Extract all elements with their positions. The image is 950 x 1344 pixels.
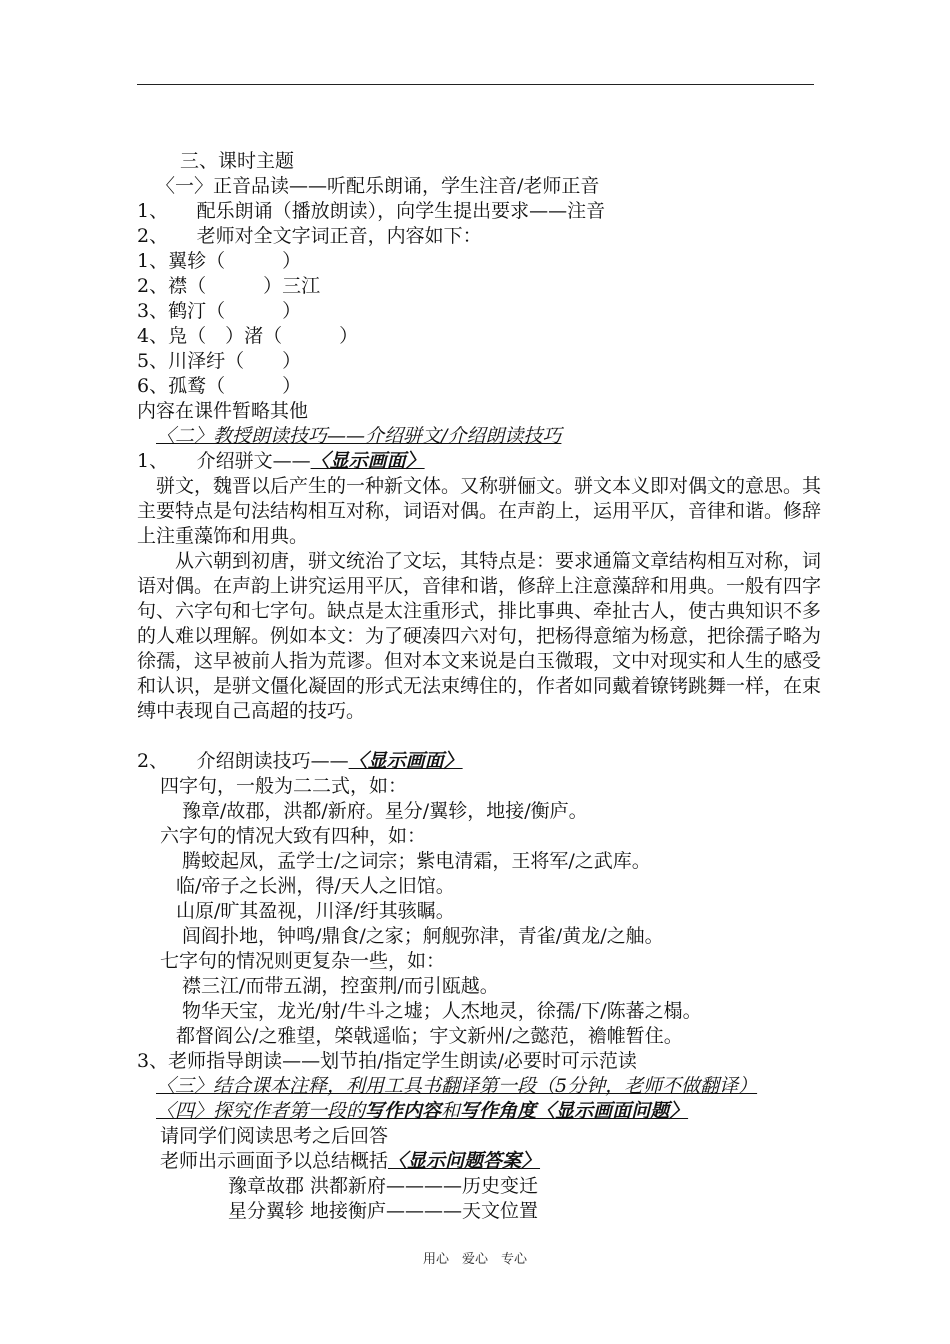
example-text: 山原/旷其盈视，川泽/纡其骇瞩。	[176, 900, 455, 922]
list-item	[137, 749, 463, 774]
show-question-link[interactable]: 〈显示画面问题〉	[536, 1100, 689, 1122]
section-4-title-text: 〈四〉探究作者第一段的	[156, 1100, 366, 1122]
writing-content-emphasis: 写作内容	[365, 1100, 442, 1122]
show-answer-link[interactable]: 〈显示问题答案〉	[388, 1150, 541, 1172]
section-3-title: 〈三〉结合课本注释，利用工具书翻译第一段（5分钟，老师不做翻译）	[156, 1075, 758, 1097]
paragraph: 从六朝到初唐，骈文统治了文坛，其特点是：要求通篇文章结构相互对称，词语对偶。在声韵上讲究运用平仄，音律和谐，修辞上注意藻辞和用典。一般有四字句、六字句和七字句。缺点是太注重形式，排比事典、牵扯古人，使古典知识不多的人难以理解。例如本文：为了硬凑四六对句，把杨得意缩为杨意，把徐孺子略为徐孺，这早被前人指为荒谬。但对本文来说是白玉微瑕，文中对现实和人生的感受和认识，是骈文僵化凝固的形式无法束缚住的，作者如同戴着镣铐跳舞一样，在束缚中表现自己高超的技巧。	[137, 550, 822, 722]
example-text: 豫章/故郡，洪都/新府。星分/翼轸，地接/衡庐。	[182, 800, 588, 822]
list-item: 1、 配乐朗诵（播放朗读），向学生提出要求——注音	[137, 200, 606, 222]
instruction-text: 请同学们阅读思考之后回答	[160, 1125, 389, 1147]
example-text: 物华天宝，龙光/射/牛斗之墟；人杰地灵，徐孺/下/陈蕃之榻。	[182, 1000, 702, 1022]
header-rule	[137, 84, 814, 85]
section-4-title-text: 和	[441, 1100, 461, 1122]
word-item: 4、凫（ ）渚（ ）	[137, 325, 359, 347]
rule-text: 七字句的情况则更复杂一些，如：	[160, 950, 446, 972]
rule-text: 四字句，一般为二二式，如：	[160, 775, 408, 797]
other-note: 内容在课件暂略其他	[137, 400, 309, 422]
section-4-title	[156, 1099, 688, 1124]
section-2-title: 〈二〉教授朗读技巧——介绍骈文/介绍朗读技巧	[156, 425, 562, 447]
example-text: 闾阎扑地，钟鸣/鼎食/之家；舸舰弥津，青雀/黄龙/之舳。	[182, 925, 664, 947]
answer-line: 豫章故郡 洪都新府————历史变迁	[228, 1175, 539, 1197]
answer-line: 星分翼轸 地接衡庐————天文位置	[228, 1200, 539, 1222]
word-item: 2、襟（ ）三江	[137, 275, 321, 297]
example-text: 都督阎公/之雅望，棨戟遥临；宇文新州/之懿范，襜帷暂住。	[176, 1025, 683, 1047]
show-screen-link[interactable]: 〈显示画面〉	[348, 750, 463, 772]
list-item-label: 1、 介绍骈文——	[137, 450, 311, 472]
word-item: 1、翼轸（ ）	[137, 250, 302, 272]
example-text: 襟三江/而带五湖，控蛮荆/而引瓯越。	[182, 975, 499, 997]
example-text: 临/帝子之长洲，得/天人之旧馆。	[176, 875, 455, 897]
writing-angle-emphasis: 写作角度	[460, 1100, 537, 1122]
example-text: 腾蛟起凤，孟学士/之词宗；紫电清霜，王将军/之武库。	[182, 850, 651, 872]
word-item: 3、鹤汀（ ）	[137, 300, 302, 322]
section-heading: 三、课时主题	[180, 150, 295, 172]
rule-text: 六字句的情况大致有四种，如：	[160, 825, 427, 847]
show-screen-link[interactable]: 〈显示画面〉	[310, 450, 425, 472]
list-item: 3、老师指导朗读——划节拍/指定学生朗读/必要时可示范读	[137, 1050, 637, 1072]
word-item: 5、川泽纡（ ）	[137, 350, 302, 372]
list-item	[137, 449, 425, 474]
instruction-text	[160, 1149, 540, 1174]
section-1-title: 〈一〉正音品读——听配乐朗诵，学生注音/老师正音	[156, 175, 600, 197]
paragraph: 骈文，魏晋以后产生的一种新文体。又称骈俪文。骈文本义即对偶文的意思。其主要特点是句法结构相互对称，词语对偶。在声韵上，运用平仄，音律和谐。修辞上注重藻饰和用典。	[137, 475, 822, 547]
list-item-label: 2、 介绍朗读技巧——	[137, 750, 349, 772]
instruction-label: 老师出示画面予以总结概括	[160, 1150, 389, 1172]
word-item: 6、孤鹜（ ）	[137, 375, 302, 397]
list-item: 2、 老师对全文字词正音，内容如下：	[137, 225, 482, 247]
page-footer: 用心 爱心 专心	[422, 1252, 527, 1267]
